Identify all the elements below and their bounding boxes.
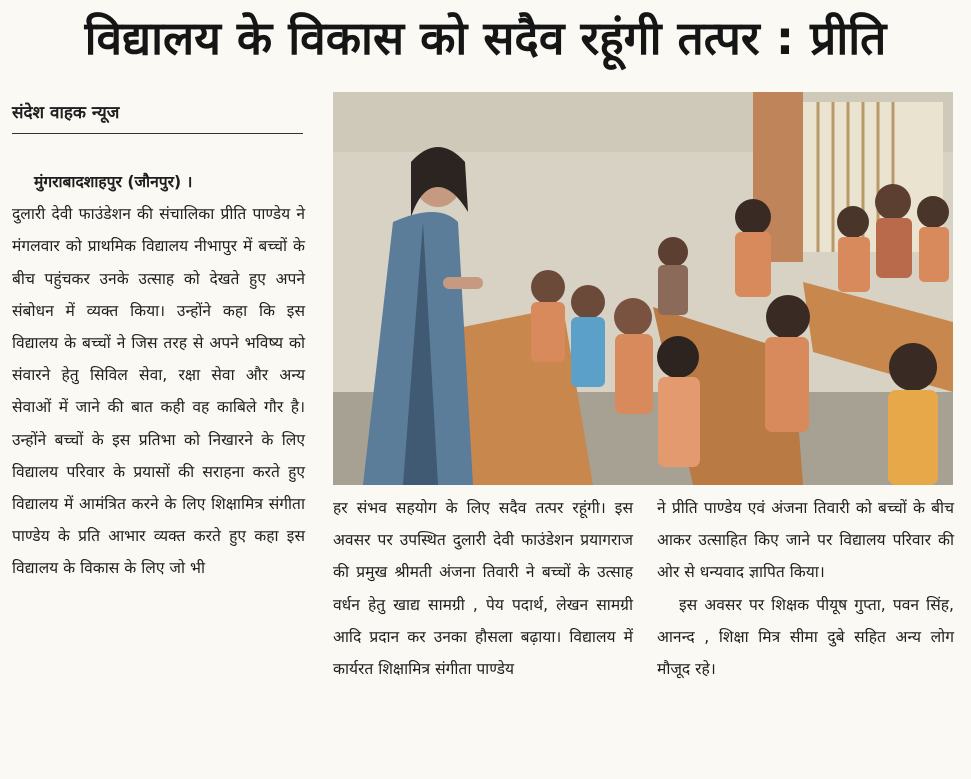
- dateline: मुंगराबादशाहपुर (जौनपुर) ।: [34, 173, 193, 191]
- article-column-1: [12, 166, 305, 585]
- column3-paragraph-2: इस अवसर पर शिक्षक पीयूष गुप्ता, पवन सिंह, आनन्द , शिक्षा मित्र सीमा दुबे सहित अन्य लोग मौजूद रहे।: [657, 595, 954, 679]
- byline-divider: [12, 133, 303, 134]
- column3-paragraph-1: ने प्रीति पाण्डेय एवं अंजना तिवारी को बच्चों के बीच आकर उत्साहित किए जाने पर विद्यालय परिवार की ओर से धन्यवाद ज्ञापित किया।: [657, 499, 954, 582]
- classroom-photo-illustration: [333, 92, 953, 485]
- column2-text: हर संभव सहयोग के लिए सदैव तत्पर रहूंगी। इस अवसर पर उपस्थित दुलारी देवी फाउंडेशन प्रयागराज की प्रमुख श्रीमती अंजना तिवारी ने बच्चों के उत्साह वर्धन हेतु खाद्य सामग्री , पेय पदार्थ, लेखन सामग्री आदि प्रदान कर उनका हौसला बढ़ाया। विद्यालय में कार्यरत शिक्षामित्र संगीता पाण्डेय: [333, 499, 633, 679]
- news-photo: [333, 92, 953, 485]
- article-column-2: [333, 492, 633, 685]
- column1-text: दुलारी देवी फाउंडेशन की संचालिका प्रीति पाण्डेय ने मंगलवार को प्राथमिक विद्यालय नीभापुर में बच्चों के बीच पहुंचकर उनके उत्साह को देखते हुए अपने संबोधन में व्यक्त किया। उन्होंने कहा कि इस विद्यालय के बच्चों ने जिस तरह से अपने भविष्य को संवारने हेतु सिविल सेवा, रक्षा सेवा और अन्य सेवाओं में जाने की बात कही वह काबिले गौर है। उन्होंने बच्चों के इस प्रतिभा को निखारने के लिए विद्यालय परिवार के प्रयासों की सराहना करते हुए विद्यालय में आमंत्रित करने के लिए शिक्षामित्र संगीता पाण्डेय के प्रति आभार व्यक्त करते हुए कहा इस विद्यालय के विकास के लिए जो भी: [12, 205, 305, 578]
- headline: विद्यालय के विकास को सदैव रहूंगी तत्पर : प्रीति: [84, 11, 887, 65]
- article-column-3: [657, 492, 954, 685]
- byline: संदेश वाहक न्यूज: [12, 103, 120, 123]
